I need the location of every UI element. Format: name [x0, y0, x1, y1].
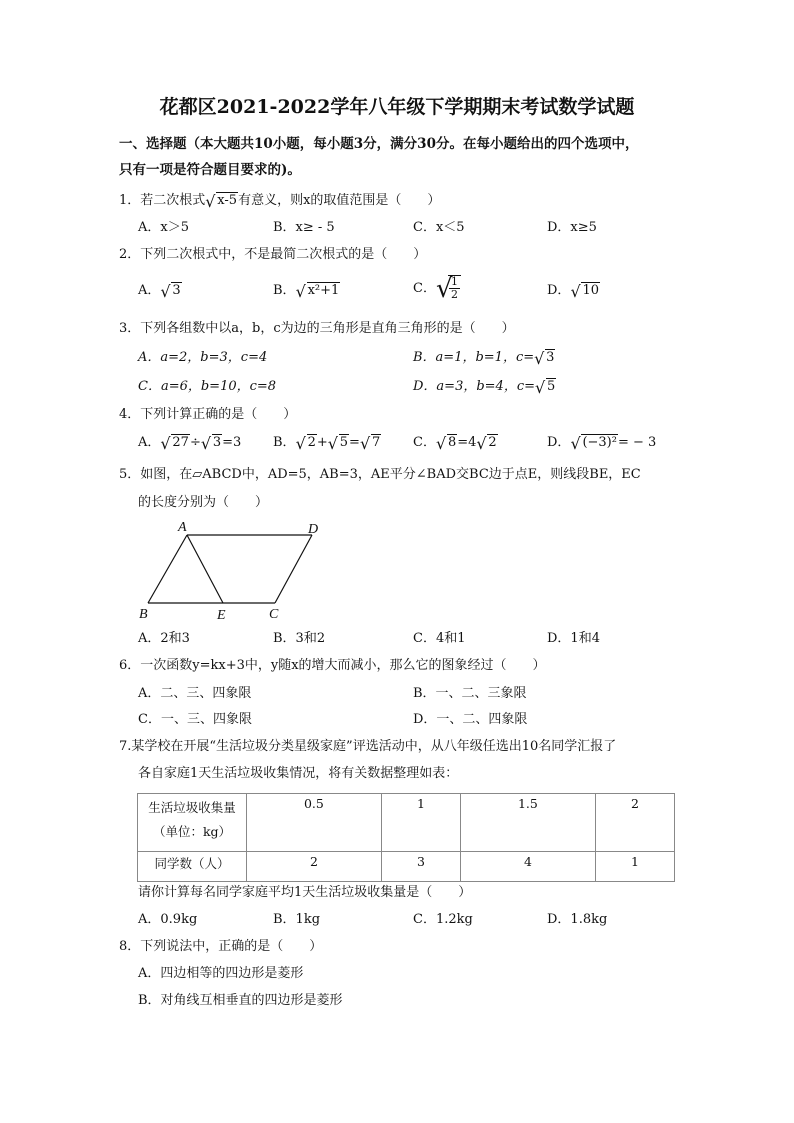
vertex-label-d: D	[308, 522, 319, 537]
table-cell: 0.5	[247, 794, 382, 852]
question-7-ask: 请你计算每名同学家庭平均1天生活垃圾收集量是（ ）	[138, 885, 472, 900]
q5-option-d[interactable]: D．1和4	[547, 631, 600, 646]
q7-option-a[interactable]: A．0.9kg	[138, 912, 198, 927]
vertex-label-e: E	[217, 608, 226, 623]
section-heading-line1: 一、选择题（本大题共10小题，每小题3分，满分30分。在每小题给出的四个选项中，	[119, 136, 639, 152]
table-row	[138, 794, 675, 852]
table-header-cell: 同学数（人）	[138, 852, 247, 882]
table-row	[138, 852, 675, 882]
q2-option-d[interactable]: D． √ 10	[547, 282, 599, 301]
question-7-stem-line2: 各自家庭1天生活垃圾收集情况，将有关数据整理如表：	[138, 766, 459, 781]
sqrt-expression: √ x-5	[205, 192, 238, 211]
q4-option-d[interactable]: D． √ (−3)²= − 3	[547, 434, 657, 453]
q6-option-b[interactable]: B．一、二、三象限	[413, 686, 527, 701]
q8-option-a[interactable]: A．四边相等的四边形是菱形	[138, 966, 304, 981]
q1-option-b[interactable]: B．x≥ - 5	[273, 220, 335, 235]
question-1-post: 有意义，则x的取值范围是（ ）	[238, 193, 441, 208]
table-header-cell: 生活垃圾收集量 （单位：kg）	[138, 794, 247, 852]
q4-option-a[interactable]: A． √ 27÷ √ 3=3	[138, 434, 242, 453]
q2-option-a[interactable]: A． √ 3	[138, 282, 181, 301]
page-title: 花都区2021-2022学年八年级下学期期末考试数学试题	[159, 96, 635, 118]
edge-ba	[148, 535, 187, 603]
q3-option-b[interactable]: B．a=1，b=1，c= √ 3	[413, 349, 555, 368]
question-2-stem: 2．下列二次根式中，不是最简二次根式的是（ ）	[119, 247, 427, 262]
q3-option-d[interactable]: D．a=3，b=4，c= √ 5	[413, 378, 556, 397]
table-cell: 1.5	[460, 794, 595, 852]
garbage-data-table	[137, 793, 675, 882]
q5-option-a[interactable]: A．2和3	[138, 631, 190, 646]
question-3-stem: 3．下列各组数中以a，b，c为边的三角形是直角三角形的是（ ）	[119, 321, 515, 336]
segment-ae	[187, 535, 223, 603]
q7-option-c[interactable]: C．1.2kg	[413, 912, 473, 927]
question-6-stem: 6．一次函数y=kx+3中，y随x的增大而减小，那么它的图象经过（ ）	[119, 658, 546, 673]
q3-option-a[interactable]: A．a=2，b=3，c=4	[138, 350, 268, 365]
question-4-stem: 4．下列计算正确的是（ ）	[119, 407, 297, 422]
q3-option-c[interactable]: C．a=6，b=10，c=8	[138, 379, 277, 394]
question-8-stem: 8．下列说法中，正确的是（ ）	[119, 939, 323, 954]
q4-option-b[interactable]: B． √ 2+ √ 5= √ 7	[273, 434, 381, 453]
q2-option-b[interactable]: B． √ x²+1	[273, 282, 340, 301]
q7-option-d[interactable]: D．1.8kg	[547, 912, 608, 927]
q4-option-c[interactable]: C． √ 8=4 √ 2	[413, 434, 497, 453]
q7-option-b[interactable]: B．1kg	[273, 912, 321, 927]
vertex-label-a: A	[178, 520, 187, 535]
question-5-stem-line1: 5．如图，在▱ABCD中，AD=5，AB=3，AE平分∠BAD交BC边于点E，则线段BE，EC	[119, 467, 641, 482]
question-1-stem	[119, 191, 440, 211]
edge-dc	[275, 535, 312, 603]
q5-option-b[interactable]: B．3和2	[273, 631, 326, 646]
vertex-label-c: C	[269, 607, 279, 622]
table-cell: 4	[460, 852, 595, 882]
q6-option-d[interactable]: D．一、二、四象限	[413, 712, 528, 727]
q6-option-a[interactable]: A．二、三、四象限	[138, 686, 252, 701]
table-cell: 3	[381, 852, 460, 882]
q1-option-d[interactable]: D．x≥5	[547, 220, 597, 235]
question-5-stem-line2: 的长度分别为（ ）	[138, 495, 269, 510]
q1-option-a[interactable]: A．x＞5	[138, 220, 189, 235]
question-7-stem-line1: 7.某学校在开展“生活垃圾分类星级家庭”评选活动中，从八年级任选出10名同学汇报了	[119, 739, 617, 754]
q8-option-b[interactable]: B．对角线互相垂直的四边形是菱形	[138, 993, 343, 1008]
q1-option-c[interactable]: C．x＜5	[413, 220, 465, 235]
table-cell: 2	[595, 794, 674, 852]
q6-option-c[interactable]: C．一、三、四象限	[138, 712, 252, 727]
table-cell: 1	[381, 794, 460, 852]
question-1-pre: 1．若二次根式	[119, 193, 206, 208]
q5-option-c[interactable]: C．4和1	[413, 631, 466, 646]
vertex-label-b: B	[139, 607, 148, 622]
table-cell: 2	[247, 852, 382, 882]
parallelogram-figure	[130, 515, 330, 625]
table-cell: 1	[595, 852, 674, 882]
q2-option-c[interactable]: C． √ $\frac{1}{2}$	[413, 274, 461, 304]
section-heading-line2: 只有一项是符合题目要求的)。	[119, 162, 301, 178]
